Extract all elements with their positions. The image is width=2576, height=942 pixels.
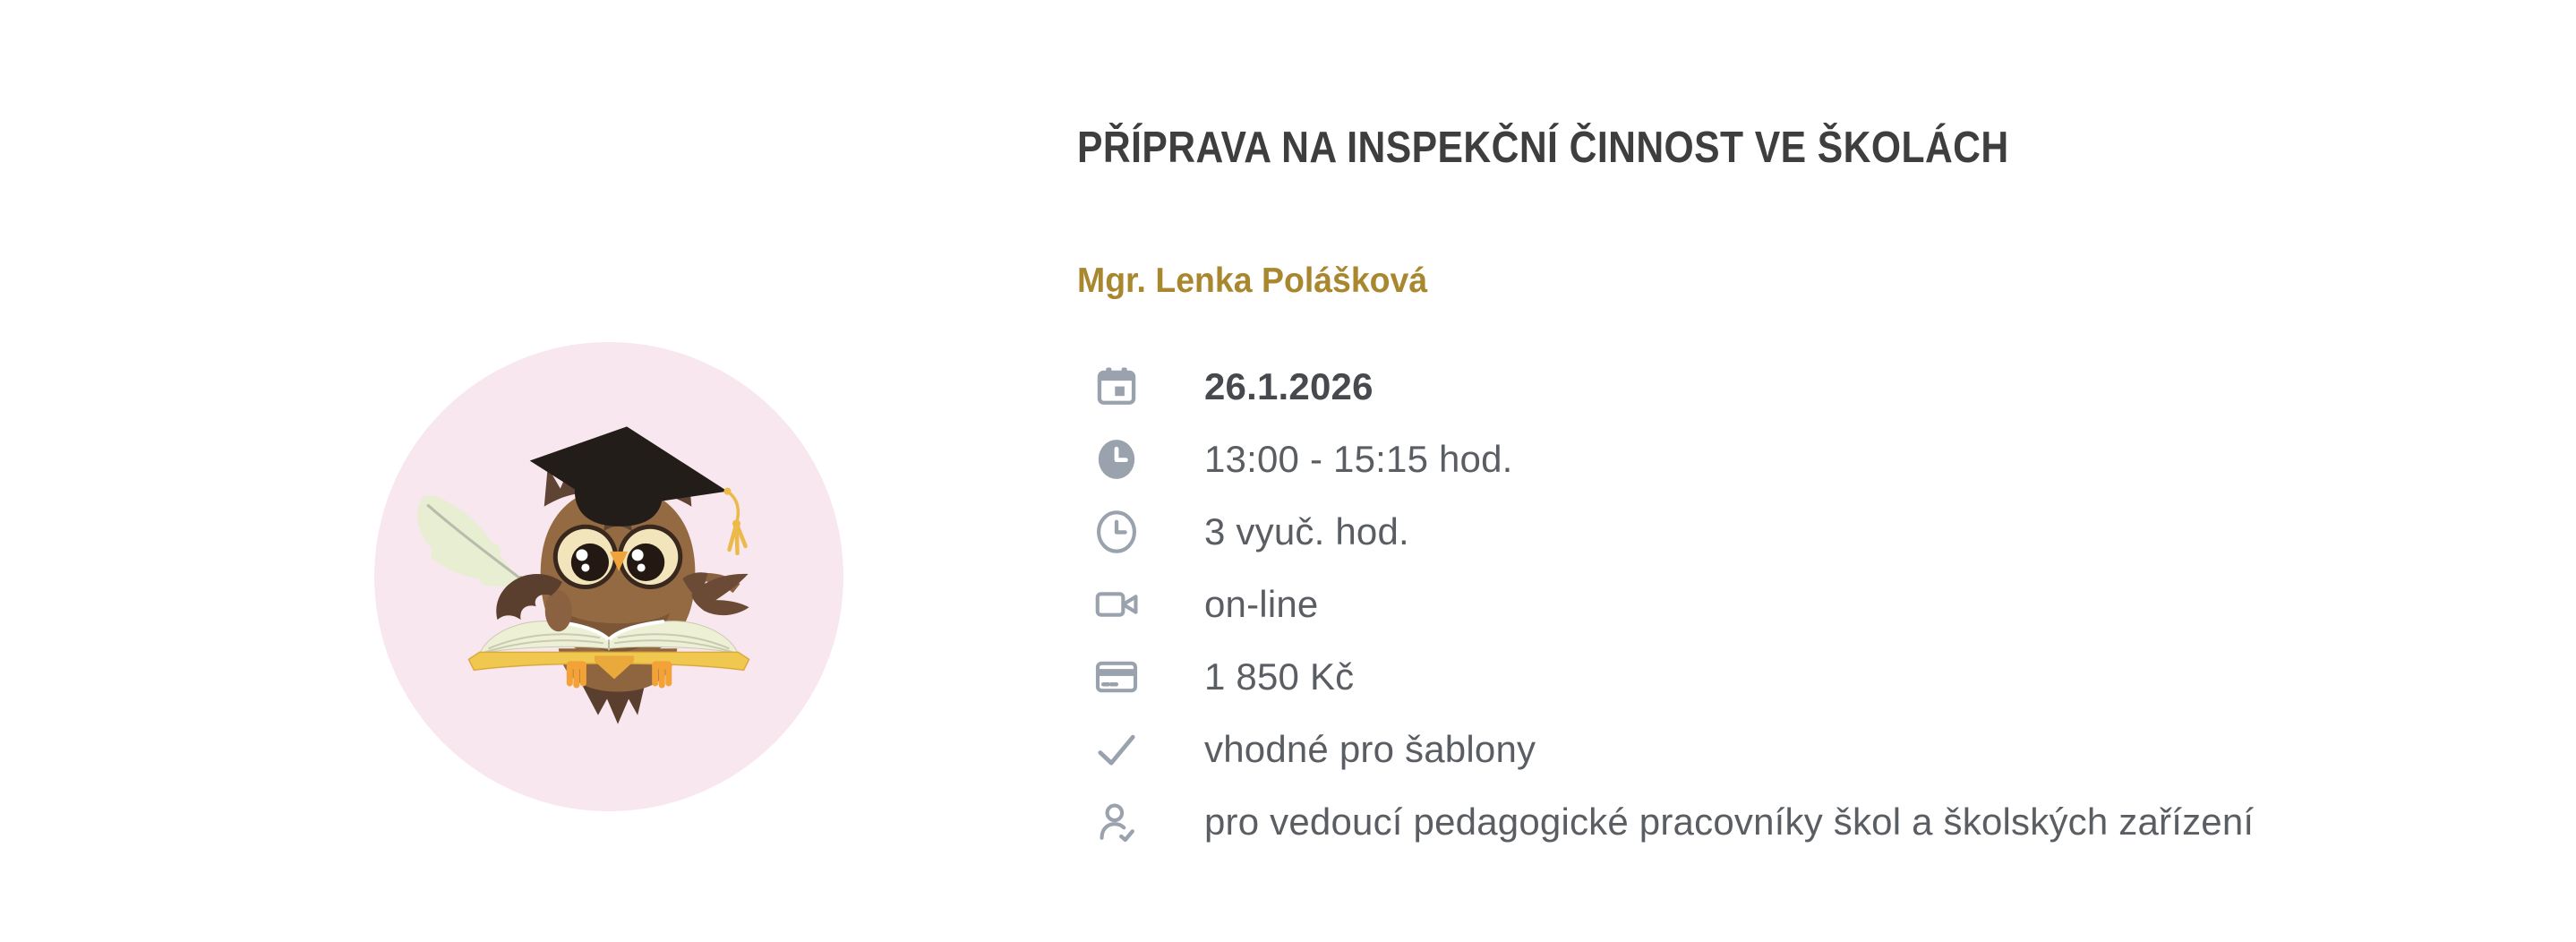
clock-outline-icon bbox=[1093, 509, 1140, 555]
check-icon bbox=[1093, 726, 1140, 773]
detail-row-time bbox=[1093, 423, 2254, 495]
detail-text-format: on-line bbox=[1204, 582, 1319, 625]
detail-row-lessons bbox=[1093, 495, 2254, 568]
lecturer-name: Mgr. Lenka Polášková bbox=[1077, 261, 1428, 300]
course-illustration bbox=[373, 341, 844, 812]
detail-row-format bbox=[1093, 568, 2254, 640]
credit-card-icon bbox=[1093, 654, 1140, 700]
calendar-icon bbox=[1093, 364, 1140, 410]
detail-text-date: 26.1.2026 bbox=[1204, 364, 1374, 407]
detail-row-price bbox=[1093, 640, 2254, 713]
clock-filled-icon bbox=[1093, 436, 1140, 483]
detail-text-time: 13:00 - 15:15 hod. bbox=[1204, 437, 1513, 480]
lecturer-link[interactable] bbox=[1077, 263, 1442, 298]
detail-text-templates: vhodné pro šablony bbox=[1204, 727, 1536, 770]
detail-text-lessons: 3 vyuč. hod. bbox=[1204, 510, 1409, 552]
detail-row-date bbox=[1093, 350, 2254, 423]
video-camera-icon bbox=[1093, 581, 1140, 628]
detail-row-audience bbox=[1093, 785, 2254, 858]
person-check-icon bbox=[1093, 799, 1140, 845]
page-title bbox=[1077, 126, 2148, 170]
page-title-text: PŘÍPRAVA NA INSPEKČNÍ ČINNOST VE ŠKOLÁCH bbox=[1077, 124, 2009, 172]
course-details-list bbox=[1093, 350, 2254, 858]
detail-text-audience: pro vedoucí pedagogické pracovníky škol a školských zařízení bbox=[1204, 800, 2255, 843]
detail-row-templates bbox=[1093, 713, 2254, 785]
detail-text-price: 1 850 Kč bbox=[1204, 655, 1355, 698]
owl-graduate-illustration bbox=[373, 341, 844, 812]
